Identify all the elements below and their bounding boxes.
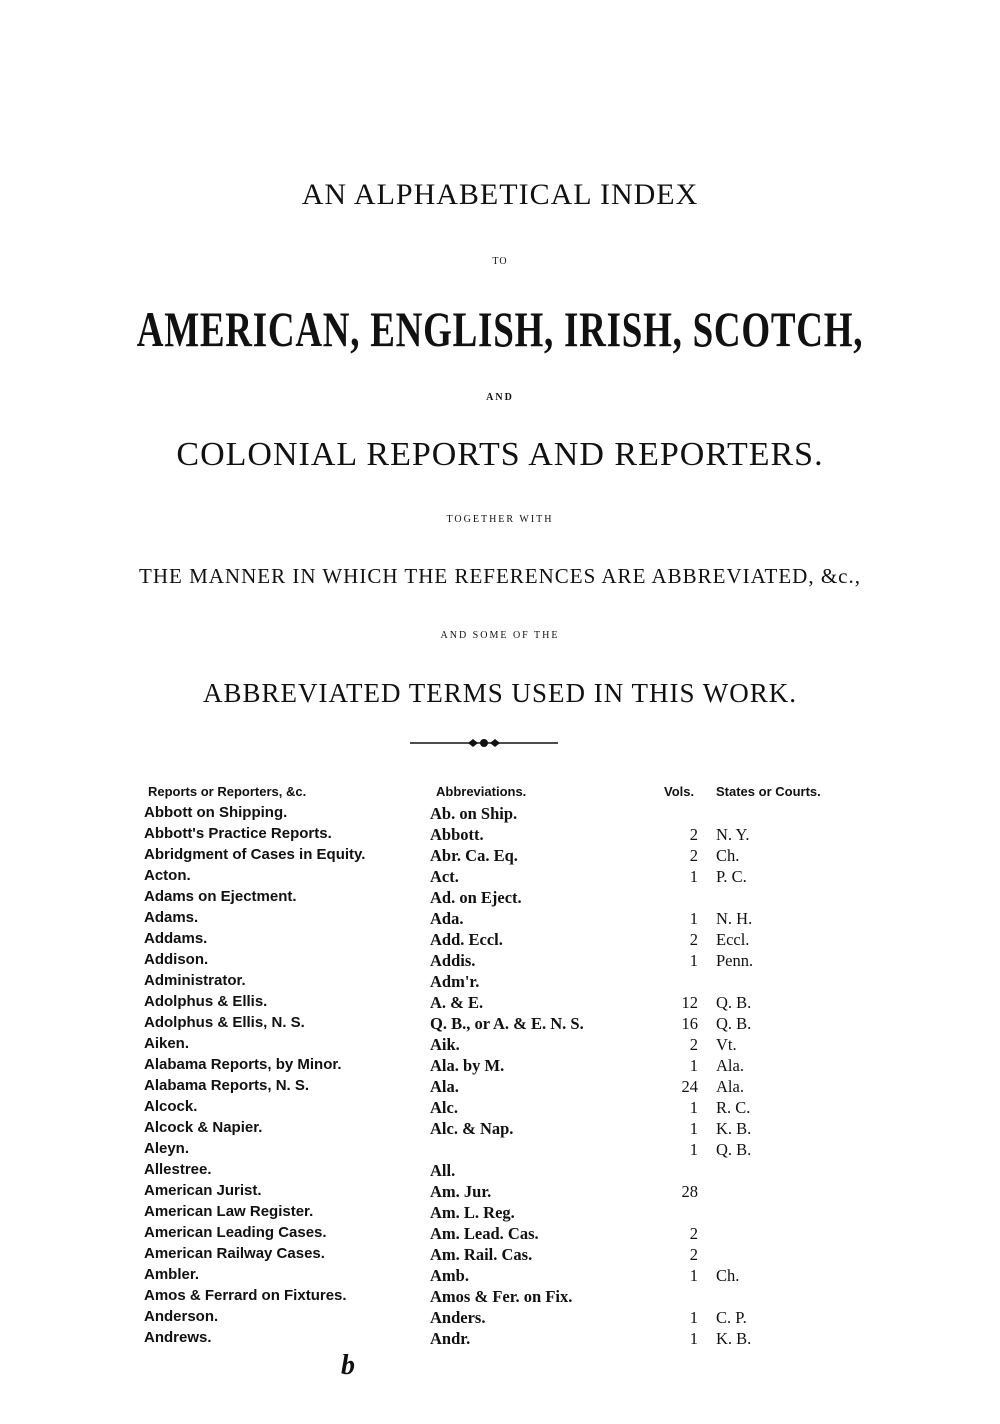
abbreviation-cell: Amos & Fer. on Fix. bbox=[430, 1287, 573, 1306]
table-row bbox=[0, 846, 1000, 867]
abbreviation-cell: Act. bbox=[430, 867, 459, 886]
table-row bbox=[0, 1308, 1000, 1329]
vols-cell: 1 bbox=[689, 1266, 698, 1285]
vols-cell: 1 bbox=[689, 909, 698, 928]
report-cell: Acton. bbox=[144, 867, 191, 884]
title-line-to: TO bbox=[492, 256, 508, 267]
vols-cell: 1 bbox=[689, 951, 698, 970]
state-cell: Q. B. bbox=[716, 993, 752, 1012]
header-states: States or Courts. bbox=[716, 784, 821, 799]
vols-cell: 1 bbox=[689, 1329, 698, 1348]
vols-cell: 2 bbox=[689, 1245, 698, 1264]
vols-cell: 1 bbox=[689, 1098, 698, 1117]
abbreviation-cell: Add. Eccl. bbox=[430, 930, 503, 949]
state-cell: Ala. bbox=[716, 1077, 744, 1096]
abbreviation-cell: Ala. by M. bbox=[430, 1056, 505, 1075]
report-cell: Allestree. bbox=[144, 1161, 212, 1178]
report-cell: Alcock. bbox=[144, 1098, 198, 1115]
state-cell: Penn. bbox=[716, 951, 754, 970]
table-row bbox=[0, 930, 1000, 951]
abbreviation-cell: A. & E. bbox=[430, 993, 484, 1012]
abbreviation-cell: Am. Rail. Cas. bbox=[430, 1245, 533, 1264]
report-cell: Adams. bbox=[144, 909, 199, 926]
table-row bbox=[0, 1182, 1000, 1203]
table-row bbox=[0, 1056, 1000, 1077]
report-cell: American Leading Cases. bbox=[144, 1224, 327, 1241]
state-cell: Q. B. bbox=[716, 1014, 752, 1033]
abbreviation-cell: Am. Lead. Cas. bbox=[430, 1224, 539, 1243]
vols-cell: 1 bbox=[689, 1056, 698, 1075]
table-row bbox=[0, 1098, 1000, 1119]
report-cell: Alabama Reports, N. S. bbox=[144, 1077, 310, 1094]
table-row bbox=[0, 1203, 1000, 1224]
title-line-and: AND bbox=[486, 392, 514, 403]
title-line-terms: ABBREVIATED TERMS USED IN THIS WORK. bbox=[202, 678, 798, 708]
table-row bbox=[0, 1140, 1000, 1161]
abbreviation-cell: Am. L. Reg. bbox=[430, 1203, 515, 1222]
abbreviation-cell: Aik. bbox=[430, 1035, 460, 1054]
vols-cell: 16 bbox=[681, 1014, 698, 1033]
state-cell: R. C. bbox=[716, 1098, 751, 1117]
report-cell: Ambler. bbox=[144, 1266, 200, 1283]
table-row bbox=[0, 1077, 1000, 1098]
report-cell: Anderson. bbox=[144, 1308, 219, 1325]
report-cell: Aiken. bbox=[144, 1035, 190, 1052]
abbreviation-cell: Q. B., or A. & E. N. S. bbox=[430, 1014, 584, 1033]
table-row bbox=[0, 1329, 1000, 1350]
vols-cell: 28 bbox=[681, 1182, 698, 1201]
report-cell: Abbott's Practice Reports. bbox=[144, 825, 332, 842]
vols-cell: 1 bbox=[689, 1119, 698, 1138]
page-signature-mark: b bbox=[341, 1350, 355, 1381]
table-row bbox=[0, 1035, 1000, 1056]
abbreviation-cell: Addis. bbox=[430, 951, 476, 970]
state-cell: P. C. bbox=[716, 867, 747, 886]
abbreviation-cell: Alc. & Nap. bbox=[430, 1119, 514, 1138]
table-row bbox=[0, 951, 1000, 972]
vols-cell: 1 bbox=[689, 867, 698, 886]
report-cell: Administrator. bbox=[144, 972, 246, 989]
report-cell: Addams. bbox=[144, 930, 208, 947]
report-cell: Adams on Ejectment. bbox=[144, 888, 297, 905]
vols-cell: 2 bbox=[689, 846, 698, 865]
abbreviation-cell: All. bbox=[430, 1161, 456, 1180]
table-row bbox=[0, 909, 1000, 930]
table-row bbox=[0, 888, 1000, 909]
vols-cell: 12 bbox=[681, 993, 698, 1012]
table-row bbox=[0, 867, 1000, 888]
state-cell: N. H. bbox=[716, 909, 753, 928]
abbreviation-cell: Am. Jur. bbox=[430, 1182, 492, 1201]
index-table bbox=[0, 804, 1000, 1350]
abbreviation-cell: Ad. on Eject. bbox=[430, 888, 522, 907]
vols-cell: 24 bbox=[681, 1077, 698, 1096]
report-cell: Adolphus & Ellis, N. S. bbox=[144, 1014, 305, 1031]
report-cell: Andrews. bbox=[144, 1329, 212, 1346]
table-row bbox=[0, 993, 1000, 1014]
title-line-index: AN ALPHABETICAL INDEX bbox=[301, 178, 699, 211]
title-line-nations: AMERICAN, ENGLISH, IRISH, SCOTCH, bbox=[136, 301, 864, 357]
header-vols: Vols. bbox=[664, 784, 695, 799]
table-row bbox=[0, 1245, 1000, 1266]
table-row bbox=[0, 972, 1000, 993]
table-row bbox=[0, 1287, 1000, 1308]
report-cell: Abbott on Shipping. bbox=[144, 804, 288, 821]
abbreviation-cell: Abbott. bbox=[430, 825, 484, 844]
report-cell: American Railway Cases. bbox=[144, 1245, 325, 1262]
title-line-and-some: AND SOME OF THE bbox=[440, 630, 560, 641]
table-row bbox=[0, 1224, 1000, 1245]
vols-cell: 2 bbox=[689, 1035, 698, 1054]
report-cell: Abridgment of Cases in Equity. bbox=[144, 846, 366, 863]
state-cell: Ch. bbox=[716, 846, 740, 865]
abbreviation-cell: Anders. bbox=[430, 1308, 486, 1327]
table-row bbox=[0, 1266, 1000, 1287]
state-cell: C. P. bbox=[716, 1308, 747, 1327]
report-cell: Adolphus & Ellis. bbox=[144, 993, 268, 1010]
table-row bbox=[0, 804, 1000, 825]
state-cell: Ala. bbox=[716, 1056, 744, 1075]
abbreviation-cell: Alc. bbox=[430, 1098, 458, 1117]
state-cell: Vt. bbox=[716, 1035, 737, 1054]
abbreviation-cell: Adm'r. bbox=[430, 972, 480, 991]
state-cell: K. B. bbox=[716, 1329, 752, 1348]
vols-cell: 2 bbox=[689, 930, 698, 949]
table-row bbox=[0, 825, 1000, 846]
vols-cell: 1 bbox=[689, 1308, 698, 1327]
report-cell: Amos & Ferrard on Fixtures. bbox=[144, 1287, 347, 1304]
title-line-manner: THE MANNER IN WHICH THE REFERENCES ARE ABBREVIATED, &c., bbox=[139, 564, 861, 588]
table-row bbox=[0, 1014, 1000, 1035]
table-row bbox=[0, 1119, 1000, 1140]
report-cell: Addison. bbox=[144, 951, 209, 968]
header-reports: Reports or Reporters, &c. bbox=[148, 784, 307, 799]
abbreviation-cell: Andr. bbox=[430, 1329, 471, 1348]
vols-cell: 2 bbox=[689, 825, 698, 844]
title-line-colonial: COLONIAL REPORTS AND REPORTERS. bbox=[176, 436, 824, 473]
state-cell: K. B. bbox=[716, 1119, 752, 1138]
abbreviation-cell: Abr. Ca. Eq. bbox=[430, 846, 518, 865]
report-cell: American Jurist. bbox=[144, 1182, 262, 1199]
report-cell: Alabama Reports, by Minor. bbox=[144, 1056, 342, 1073]
ornamental-rule bbox=[410, 735, 558, 751]
state-cell: N. Y. bbox=[716, 825, 750, 844]
state-cell: Eccl. bbox=[716, 930, 750, 949]
abbreviation-cell: Ab. on Ship. bbox=[430, 804, 518, 823]
abbreviation-cell: Ala. bbox=[430, 1077, 459, 1096]
abbreviation-cell: Ada. bbox=[430, 909, 464, 928]
report-cell: Alcock & Napier. bbox=[144, 1119, 263, 1136]
table-row bbox=[0, 1161, 1000, 1182]
report-cell: American Law Register. bbox=[144, 1203, 314, 1220]
vols-cell: 1 bbox=[689, 1140, 698, 1159]
report-cell: Aleyn. bbox=[144, 1140, 190, 1157]
title-line-together: TOGETHER WITH bbox=[446, 514, 554, 525]
state-cell: Q. B. bbox=[716, 1140, 752, 1159]
state-cell: Ch. bbox=[716, 1266, 740, 1285]
abbreviation-cell: Amb. bbox=[430, 1266, 469, 1285]
header-abbreviations: Abbreviations. bbox=[436, 784, 527, 799]
vols-cell: 2 bbox=[689, 1224, 698, 1243]
